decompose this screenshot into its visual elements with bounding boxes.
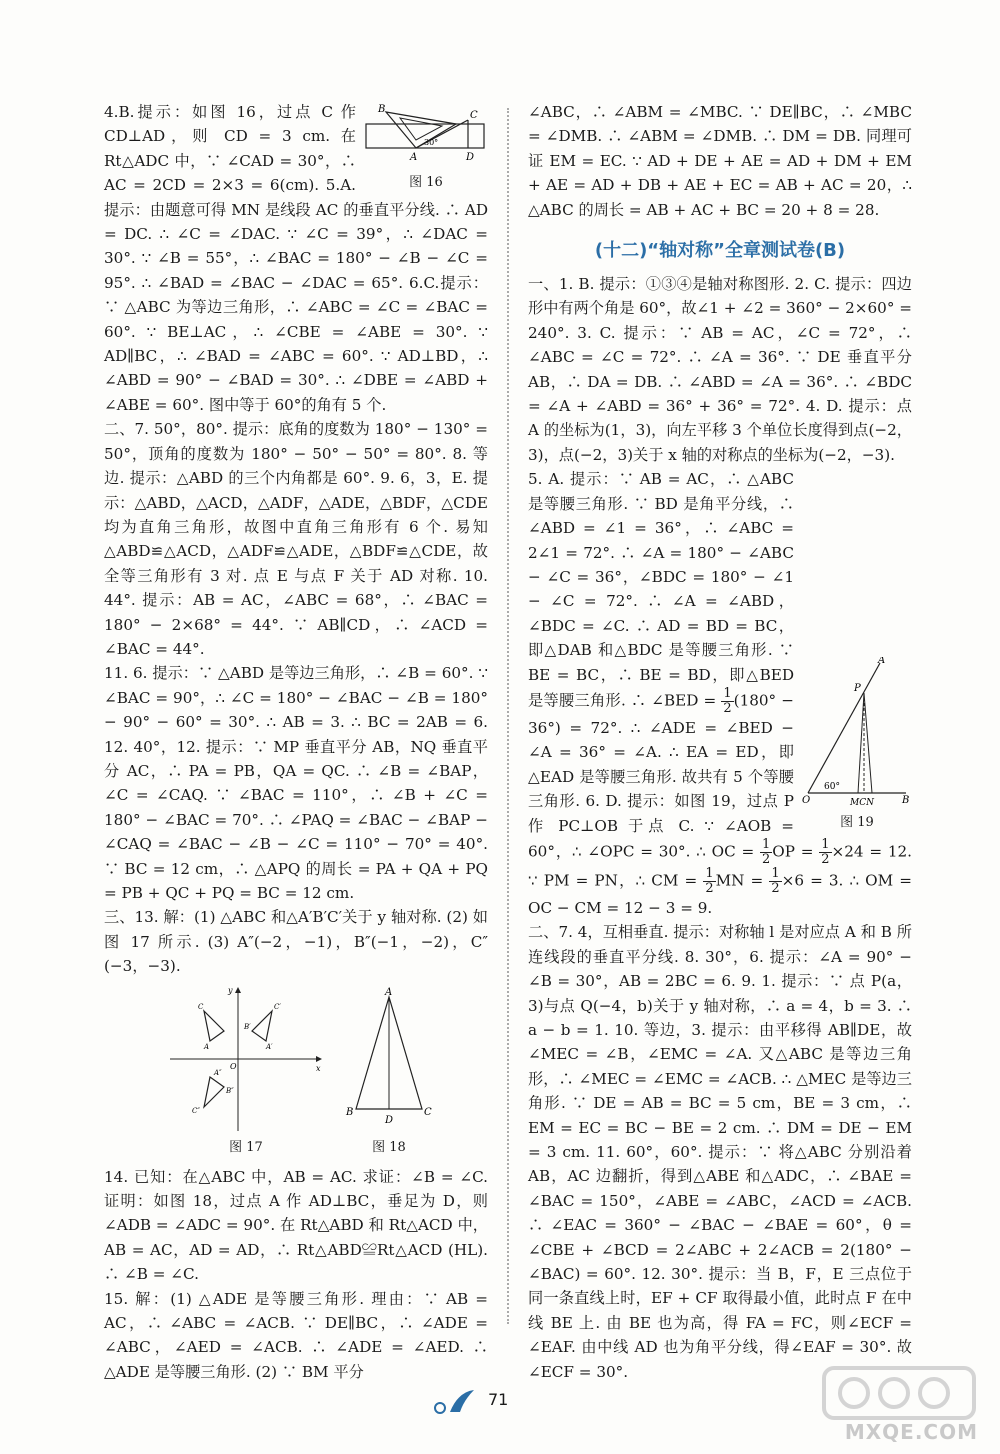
- svg-text:D: D: [466, 152, 475, 163]
- svg-text:C″: C″: [192, 1106, 200, 1115]
- right-paragraph-4: 二、7. 4，互相垂直. 提示：对称轴 l 是对应点 A 和 B 所连线段的垂直平分线. 8. 30°，6. 提示：∠A = 90° − ∠B = 30°，AB = 2BC = 6. 9. 1. 提示：∵ 点 P(a，3)与点 Q(−4，b)关于 y 轴对称，∴ a = 4，b = 3. ∴ a − b = 1. 10. 等边，3. 提示：由平移得 AB∥DE，故 ∠MEC = ∠B，∠EMC = ∠A. 又△ABC 是等边三角形，∴ ∠MEC = ∠EMC = ∠ACB. ∴ △MEC 是等边三角形. ∵ DE = AB = BC = 5 cm，BE = 3 cm，∴ EM = EC = BC − BE = 2 cm. ∴ DM = DE − EM = 3 cm. 11. 60°，60°. 提示：∵ 将△ABC 分别沿着 AB，AC 边翻折，得到△ABE 和△ADC，∴ ∠BAE = ∠BAC = 150°，∠ABE = ∠ABC，∠ACD = ∠ACB. ∴ ∠EAC = 360° − ∠BAC − ∠BAE = 60°，θ = ∠CBE + ∠BCD = 2∠ABC + 2∠ACB = 2(180° − ∠BAC) = 60°. 12. 30°. 提示：当 B，F，E 三点位于同一条直线上时，EF + CF 取得最小值，此时点 F 在中线 BE 上. 由 BE 也为高，得 FA = FC，则∠ECF = ∠EAF. 由中线 AD 也为角平分线，得∠EAF = 30°. 故∠ECF = 30°.: [528, 923, 912, 1381]
- svg-text:y: y: [228, 985, 233, 995]
- figure-17: [166, 985, 326, 1156]
- left-paragraph-1: 4.B.提示：如图 16，过点 C 作 CD⊥AD，则 CD = 3 cm. 在 Rt△ADC 中，∵ ∠CAD = 30°，∴ AC = 2CD = 2×3 = 6(cm). 5.A.提示：由题意可得 MN 是线段 AC 的垂直平分线. ∴ AD = DC. ∴ ∠C = ∠DAC. ∵ ∠C = 39°，∴ ∠DAC = 30°. ∵ ∠B = 55°，∴ ∠BAC = 180° − ∠B − ∠C = 95°. ∴ ∠BAD = ∠BAC − ∠DAC = 65°. 6.C.提示：∵ △ABC 为等边三角形，∴ ∠ABC = ∠C = ∠BAC = 60°. ∵ BE⊥AC，∴ ∠CBE = ∠ABE = 30°. ∵ AD∥BC，∴ ∠BAD = ∠ABC = 60°. ∵ AD⊥BD，∴ ∠ABD = 90° − ∠BAD = 30°. ∴ ∠DBE = ∠ABD + ∠ABE = 60°. 图中等于 60°的角有 5 个.: [104, 103, 488, 414]
- svg-text:B: B: [378, 104, 386, 115]
- figures-17-18: [104, 985, 488, 1155]
- right-paragraph-3-e: MN =: [715, 871, 770, 890]
- svg-text:C: C: [424, 1106, 432, 1118]
- svg-text:O: O: [802, 795, 811, 807]
- right-paragraph-2: 一、1. B. 提示：①③④是轴对称图形. 2. C. 提示：四边形中有两个角是 60°，故∠1 + ∠2 = 360° − 2×60° = 240°. 3. C. 提示：∵ AB = AC，∠C = 72°，∴ ∠ABC = ∠C = 72°. ∴ ∠A = 36°. ∵ DE 垂直平分 AB，∴ DA = DB. ∴ ∠ABD = ∠A = 36°. ∴ ∠BDC = ∠A + ∠ABD = 36° + 36° = 72°. 4. D. 提示：点 A 的坐标为(1，3)，向左平移 3 个单位长度得到点(−2，3)，点(−2，3)关于 x 轴的对称点的坐标为(−2，−3).: [528, 275, 912, 464]
- left-column: [104, 100, 488, 1384]
- fraction-one-half: $\frac{1}{2}$: [762, 836, 771, 867]
- svg-text:C: C: [198, 1002, 204, 1011]
- right-paragraph-3-d: ×24 = 12. ∵ PM = PN，∴ CM =: [528, 842, 913, 890]
- figure-18-triangle: [344, 985, 434, 1133]
- right-paragraph-3-b: (180° − 36°) = 72°. ∴ ∠ADE = ∠BED − ∠A = 36° = ∠A. ∴ EA = ED，即△EAD 是等腰三角形. 故共有 5 个等腰三角形. 6. D. 提示：如图 19，过点 P 作 PC⊥OB 于点 C. ∵ ∠AOB = 60°，∴ ∠OPC = 30°. ∴ OC =: [528, 691, 795, 861]
- fraction-one-half: $\frac{1}{2}$: [821, 836, 830, 867]
- svg-text:O: O: [230, 1061, 237, 1071]
- figure-16-diagram: [364, 102, 488, 168]
- right-paragraph-1: ∠ABC，∴ ∠ABM = ∠MBC. ∵ DE∥BC，∴ ∠MBC = ∠DMB. ∴ ∠ABM = ∠DMB. ∴ DM = DB. 同理可证 EM = EC. ∵ AD + DE + AE = AD + DM + EM + AE = AD + DB + AE + EC = AB + AC = 20，∴ △ABC 的周长 = AB + AC + BC = 20 + 8 = 28.: [528, 103, 912, 219]
- column-divider: [507, 108, 509, 1324]
- svg-text:A″: A″: [214, 1068, 222, 1077]
- left-paragraph-6: 15. 解：(1) △ADE 是等腰三角形. 理由：∵ AB = AC，∴ ∠ABC = ∠ACB. ∵ DE∥BC，∴ ∠ADE = ∠ABC，∠AED = ∠ACB. ∴ ∠ADE = ∠AED. ∴ △ADE 是等腰三角形. (2) ∵ BM 平分: [104, 1289, 488, 1381]
- right-column: [528, 100, 912, 1384]
- svg-text:B′: B′: [244, 1022, 251, 1031]
- fraction-one-half: $\frac{1}{2}$: [723, 685, 732, 716]
- watermark-text: MXQE.COM: [844, 1420, 978, 1444]
- figure-19: [802, 657, 912, 830]
- svg-text:C: C: [470, 110, 478, 121]
- svg-text:D: D: [385, 1114, 394, 1126]
- right-paragraph-3-c: OP =: [772, 842, 820, 861]
- figure-18: [344, 985, 434, 1156]
- svg-text:A: A: [385, 986, 393, 998]
- svg-text:A: A: [204, 1042, 210, 1051]
- figure-17-caption: 图 17: [229, 1140, 263, 1156]
- left-paragraph-2: 二、7. 50°，80°. 提示：底角的度数为 180° − 130° = 50°，顶角的度数为 180° − 50° − 50° = 80°. 8. 等边. 提示：△ABD 的三个内角都是 60°. 9. 6，3，E. 提示：△ABD，△ACD，△ADF，△ADE，△BDF，△CDE 均为直角三角形，故图中直角三角形有 6 个. 易知△ABD≌△ACD，△ADF≌△ADE，△BDF≌△CDE，故全等三角形有 3 对. 点 E 与点 F 关于 AD 对称. 10. 44°. 提示：AB = AC，∠ABC = 68°，∴ ∠BAC = 180° − 2×68° = 44°. ∵ AB∥CD，∴ ∠ACD = ∠BAC = 44°.: [104, 420, 488, 658]
- left-paragraph-3: 11. 6. 提示：∵ △ABD 是等边三角形，∴ ∠B = 60°. ∵ ∠BAC = 90°，∴ ∠C = 180° − ∠BAC − ∠B = 180° − 90° − 60° = 30°. ∴ AB = 3. ∴ BC = 2AB = 6. 12. 40°，12. 提示：∵ MP 垂直平分 AB，NQ 垂直平分 AC，∴ PA = PB，QA = QC. ∴ ∠B = ∠BAP，∠C = ∠CAQ. ∵ ∠BAC = 110°，∴ ∠B + ∠C = 180° − ∠BAC = 70°. ∴ ∠PAQ = ∠BAC − ∠BAP − ∠CAQ = ∠BAC − ∠B − ∠C = 110° − 70° = 40°. ∵ BC = 12 cm，∴ △APQ 的周长 = PA + QA + PQ = PB + QC + PQ = BC = 12 cm.: [104, 664, 488, 902]
- svg-text:x: x: [316, 1063, 321, 1073]
- fraction-one-half: $\frac{1}{2}$: [705, 865, 714, 896]
- fraction-one-half: $\frac{1}{2}$: [771, 865, 780, 896]
- svg-text:B″: B″: [226, 1086, 234, 1095]
- figure-17-coordinate-plane: [166, 985, 326, 1133]
- section-title: (十二)“轴对称”全章测试卷(B): [594, 240, 846, 262]
- left-paragraph-4: 三、13. 解：(1) △ABC 和△A′B′C′关于 y 轴对称. (2) 如图 17 所示. (3) A″(−2，−1)，B″(−1，−2)，C″(−3，−3).: [104, 908, 488, 976]
- figure-18-caption: 图 18: [372, 1140, 406, 1156]
- svg-text:P: P: [854, 683, 861, 695]
- svg-text:30°: 30°: [424, 138, 439, 147]
- right-paragraph-3-f: ×6 = 3. ∴ OM = OC − CM = 12 − 3 = 9.: [528, 871, 912, 917]
- svg-text:A: A: [878, 657, 886, 667]
- svg-text:B: B: [346, 1106, 354, 1118]
- right-paragraph-3-a: 5. A. 提示：∵ AB = AC，∴ △ABC 是等腰三角形. ∵ BD 是角平分线，∴ ∠ABD = ∠1 = 36°，∴ ∠ABC = 2∠1 = 72°. ∴ ∠A = 180° − ∠ABC − ∠C = 36°，∠BDC = 180° − ∠1 − ∠C = 72°. ∴ ∠A = ∠ABD，∠BDC = ∠C. ∴ AD = BD = BC，即△DAB 和△BDC 是等腰三角形. ∵ BE = BC，∴ BE = BD，即△BED 是等腰三角形. ∴ ∠BED =: [528, 470, 794, 710]
- svg-text:A: A: [410, 152, 418, 163]
- svg-text:A′: A′: [266, 1042, 273, 1051]
- figure-19-diagram: [802, 657, 912, 807]
- page-number: 71: [488, 1390, 509, 1409]
- figure-19-caption: 图 19: [840, 814, 874, 830]
- footer-ornament-icon: [430, 1388, 480, 1416]
- left-paragraph-5: 14. 已知：在△ABC 中，AB = AC. 求证：∠B = ∠C. 证明：如图 18，过点 A 作 AD⊥BC，垂足为 D，则 ∠ADB = ∠ADC = 90°. 在 Rt△ABD 和 Rt△ACD 中，AB = AC，AD = AD，∴ Rt△ABD≌Rt△ACD (HL). ∴ ∠B = ∠C.: [104, 1167, 488, 1284]
- svg-text:C′: C′: [274, 1002, 281, 1011]
- figure-16: [364, 102, 488, 191]
- svg-text:B: B: [902, 795, 910, 807]
- svg-text:MCN: MCN: [850, 798, 874, 808]
- svg-text:60°: 60°: [824, 782, 840, 793]
- figure-16-caption: 图 16: [409, 175, 443, 191]
